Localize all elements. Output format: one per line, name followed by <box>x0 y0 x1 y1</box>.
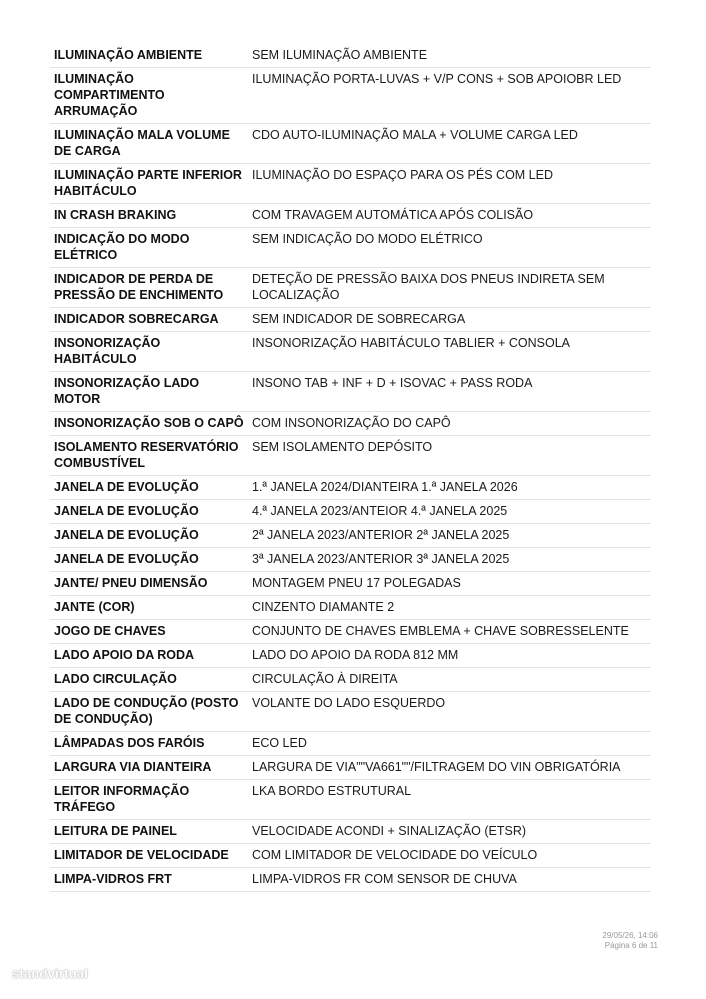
spec-row <box>50 476 651 500</box>
spec-value: SEM INDICAÇÃO DO MODO ELÉTRICO <box>248 228 651 268</box>
spec-row <box>50 596 651 620</box>
spec-value: CDO AUTO-ILUMINAÇÃO MALA + VOLUME CARGA LED <box>248 124 651 164</box>
spec-label: IN CRASH BRAKING <box>50 204 248 228</box>
spec-label: INSONORIZAÇÃO LADO MOTOR <box>50 372 248 412</box>
print-timestamp: 29/05/26, 14:06 <box>602 931 658 940</box>
spec-value: VOLANTE DO LADO ESQUERDO <box>248 692 651 732</box>
spec-row <box>50 820 651 844</box>
spec-row <box>50 412 651 436</box>
spec-value: INSONORIZAÇÃO HABITÁCULO TABLIER + CONSOLA <box>248 332 651 372</box>
spec-row <box>50 204 651 228</box>
spec-label: INDICADOR SOBRECARGA <box>50 308 248 332</box>
spec-label: LEITOR INFORMAÇÃO TRÁFEGO <box>50 780 248 820</box>
spec-value: VELOCIDADE ACONDI + SINALIZAÇÃO (ETSR) <box>248 820 651 844</box>
spec-label: JANTE (COR) <box>50 596 248 620</box>
spec-row <box>50 868 651 892</box>
spec-value: INSONO TAB + INF + D + ISOVAC + PASS RODA <box>248 372 651 412</box>
spec-row <box>50 500 651 524</box>
spec-table <box>50 44 651 892</box>
spec-row <box>50 644 651 668</box>
spec-label: LEITURA DE PAINEL <box>50 820 248 844</box>
spec-label: INSONORIZAÇÃO HABITÁCULO <box>50 332 248 372</box>
spec-row <box>50 572 651 596</box>
spec-value: CIRCULAÇÃO À DIREITA <box>248 668 651 692</box>
spec-value: LARGURA DE VIA""VA661""/FILTRAGEM DO VIN OBRIGATÓRIA <box>248 756 651 780</box>
spec-row <box>50 756 651 780</box>
spec-label: LARGURA VIA DIANTEIRA <box>50 756 248 780</box>
spec-row <box>50 228 651 268</box>
spec-value: 3ª JANELA 2023/ANTERIOR 3ª JANELA 2025 <box>248 548 651 572</box>
standvirtual-watermark-logo: standvirtual <box>12 966 89 981</box>
spec-row <box>50 668 651 692</box>
spec-row <box>50 692 651 732</box>
spec-value: SEM INDICADOR DE SOBRECARGA <box>248 308 651 332</box>
spec-label: INSONORIZAÇÃO SOB O CAPÔ <box>50 412 248 436</box>
spec-row <box>50 620 651 644</box>
spec-row <box>50 732 651 756</box>
spec-value: 4.ª JANELA 2023/ANTEIOR 4.ª JANELA 2025 <box>248 500 651 524</box>
spec-row <box>50 524 651 548</box>
spec-value: SEM ISOLAMENTO DEPÓSITO <box>248 436 651 476</box>
spec-value: ILUMINAÇÃO DO ESPAÇO PARA OS PÉS COM LED <box>248 164 651 204</box>
spec-label: LIMITADOR DE VELOCIDADE <box>50 844 248 868</box>
spec-row <box>50 308 651 332</box>
spec-label: LIMPA-VIDROS FRT <box>50 868 248 892</box>
spec-value: LADO DO APOIO DA RODA 812 MM <box>248 644 651 668</box>
spec-value: 1.ª JANELA 2024/DIANTEIRA 1.ª JANELA 2026 <box>248 476 651 500</box>
spec-label: JOGO DE CHAVES <box>50 620 248 644</box>
spec-table-body <box>50 44 651 892</box>
spec-label: JANELA DE EVOLUÇÃO <box>50 500 248 524</box>
spec-value: MONTAGEM PNEU 17 POLEGADAS <box>248 572 651 596</box>
spec-label: LADO DE CONDUÇÃO (POSTO DE CONDUÇÃO) <box>50 692 248 732</box>
spec-label: LADO APOIO DA RODA <box>50 644 248 668</box>
spec-value: SEM ILUMINAÇÃO AMBIENTE <box>248 44 651 68</box>
spec-row <box>50 68 651 124</box>
spec-label: ILUMINAÇÃO MALA VOLUME DE CARGA <box>50 124 248 164</box>
spec-label: LADO CIRCULAÇÃO <box>50 668 248 692</box>
spec-label: ILUMINAÇÃO COMPARTIMENTO ARRUMAÇÃO <box>50 68 248 124</box>
spec-value: DETEÇÃO DE PRESSÃO BAIXA DOS PNEUS INDIRETA SEM LOCALIZAÇÃO <box>248 268 651 308</box>
spec-value: ECO LED <box>248 732 651 756</box>
spec-row <box>50 268 651 308</box>
spec-row <box>50 548 651 572</box>
spec-value: LKA BORDO ESTRUTURAL <box>248 780 651 820</box>
spec-value: LIMPA-VIDROS FR COM SENSOR DE CHUVA <box>248 868 651 892</box>
spec-label: JANTE/ PNEU DIMENSÃO <box>50 572 248 596</box>
spec-label: JANELA DE EVOLUÇÃO <box>50 548 248 572</box>
spec-row <box>50 332 651 372</box>
spec-label: INDICADOR DE PERDA DE PRESSÃO DE ENCHIMENTO <box>50 268 248 308</box>
spec-value: COM INSONORIZAÇÃO DO CAPÔ <box>248 412 651 436</box>
page-number: Página 6 de 11 <box>604 941 658 950</box>
spec-label: INDICAÇÃO DO MODO ELÉTRICO <box>50 228 248 268</box>
spec-row <box>50 372 651 412</box>
spec-row <box>50 844 651 868</box>
spec-label: ILUMINAÇÃO AMBIENTE <box>50 44 248 68</box>
page-footer <box>602 931 658 951</box>
spec-row <box>50 164 651 204</box>
spec-value: ILUMINAÇÃO PORTA-LUVAS + V/P CONS + SOB APOIOBR LED <box>248 68 651 124</box>
spec-row <box>50 780 651 820</box>
spec-label: ILUMINAÇÃO PARTE INFERIOR HABITÁCULO <box>50 164 248 204</box>
spec-label: JANELA DE EVOLUÇÃO <box>50 476 248 500</box>
spec-label: LÂMPADAS DOS FARÓIS <box>50 732 248 756</box>
spec-label: ISOLAMENTO RESERVATÓRIO COMBUSTÍVEL <box>50 436 248 476</box>
spec-value: 2ª JANELA 2023/ANTERIOR 2ª JANELA 2025 <box>248 524 651 548</box>
spec-value: CINZENTO DIAMANTE 2 <box>248 596 651 620</box>
spec-row <box>50 436 651 476</box>
spec-row <box>50 44 651 68</box>
spec-row <box>50 124 651 164</box>
spec-value: COM LIMITADOR DE VELOCIDADE DO VEÍCULO <box>248 844 651 868</box>
spec-label: JANELA DE EVOLUÇÃO <box>50 524 248 548</box>
spec-value: COM TRAVAGEM AUTOMÁTICA APÓS COLISÃO <box>248 204 651 228</box>
spec-value: CONJUNTO DE CHAVES EMBLEMA + CHAVE SOBRESSELENTE <box>248 620 651 644</box>
